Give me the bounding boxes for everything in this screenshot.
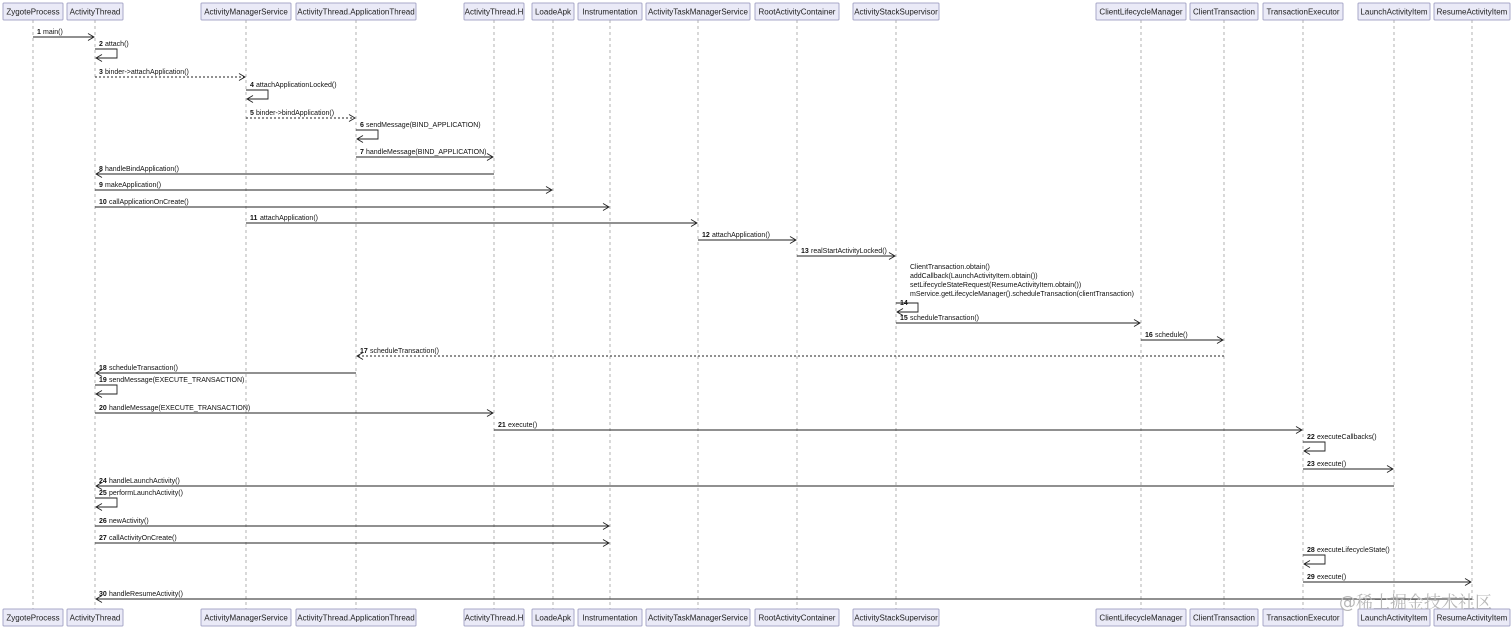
message-number: 16: [1145, 332, 1153, 339]
participant-box-client-transaction-bottom: [1190, 609, 1258, 626]
message-label: attach(): [105, 41, 129, 48]
message-number: 6: [360, 122, 364, 129]
message-15: [896, 315, 1140, 327]
message-number: 13: [801, 248, 809, 255]
message-number: 25: [99, 490, 107, 497]
message-number: 18: [99, 365, 107, 372]
participant-label: ActivityManagerService: [204, 613, 288, 623]
message-23: [1303, 461, 1393, 473]
message-9: [95, 182, 552, 194]
message-number: 21: [498, 422, 506, 429]
participant-box-transaction-executor-top: [1263, 3, 1343, 20]
message-label: executeLifecycleState(): [1317, 547, 1390, 554]
message-14: [896, 264, 1134, 316]
participant-label: LaunchActivityItem: [1360, 613, 1428, 623]
message-1: [33, 29, 94, 41]
message-5: [246, 110, 355, 122]
message-3: [95, 69, 245, 81]
message-24: [96, 478, 1394, 490]
message-label: handleBindApplication(): [105, 166, 179, 173]
message-label: mService.getLifecycleManager().scheduleTransaction(clientTransaction): [910, 291, 1134, 298]
message-11: [246, 215, 697, 227]
participant-box-activity-manager-service-top: [201, 3, 291, 20]
message-label: schedule(): [1155, 332, 1188, 339]
participant-label: ActivityThread.H: [464, 7, 524, 17]
message-label: ClientTransaction.obtain(): [910, 264, 990, 271]
message-label: binder->attachApplication(): [105, 69, 189, 76]
message-number: 12: [702, 232, 710, 239]
message-label: realStartActivityLocked(): [811, 248, 887, 255]
participant-label: ResumeActivityItem: [1436, 613, 1508, 623]
message-17: [357, 348, 1224, 360]
participant-box-loade-apk-bottom: [532, 609, 574, 626]
message-18: [96, 365, 356, 377]
participant-label: ZygoteProcess: [6, 613, 60, 623]
participant-box-activity-manager-service-bottom: [201, 609, 291, 626]
message-label: main(): [43, 29, 63, 36]
message-label: scheduleTransaction(): [370, 348, 439, 355]
message-21: [494, 422, 1302, 434]
message-13: [797, 248, 895, 260]
message-label: attachApplicationLocked(): [256, 82, 337, 89]
message-label: handleMessage(BIND_APPLICATION): [366, 149, 487, 156]
participant-box-root-activity-container-bottom: [755, 609, 839, 626]
message-27: [95, 535, 609, 547]
participant-box-zygote-process-top: [3, 3, 63, 20]
participant-label: Instrumentation: [582, 613, 638, 623]
participant-label: Instrumentation: [582, 7, 638, 17]
participant-label: ActivityThread.ApplicationThread: [297, 7, 415, 17]
participant-box-launch-activity-item-top: [1358, 3, 1430, 20]
participant-label: ActivityManagerService: [204, 7, 288, 17]
message-20: [95, 405, 493, 417]
message-number: 19: [99, 377, 107, 384]
message-label: handleLaunchActivity(): [109, 478, 180, 485]
message-label: callApplicationOnCreate(): [109, 199, 189, 206]
message-label: scheduleTransaction(): [109, 365, 178, 372]
message-number: 9: [99, 182, 103, 189]
message-22: [1303, 434, 1377, 455]
participant-label: ActivityThread.H: [464, 613, 524, 623]
message-label: attachApplication(): [712, 232, 770, 239]
participant-label: ClientTransaction: [1193, 7, 1255, 17]
message-number: 26: [99, 518, 107, 525]
participant-box-activity-thread-application-thread-bottom: [296, 609, 416, 626]
message-label: execute(): [508, 422, 538, 429]
participant-label: TransactionExecutor: [1266, 613, 1340, 623]
message-number: 28: [1307, 547, 1315, 554]
participant-label: ClientLifecycleManager: [1099, 7, 1183, 17]
message-7: [356, 149, 493, 161]
message-label: makeApplication(): [105, 182, 162, 189]
message-number: 4: [250, 82, 254, 89]
message-2: [95, 41, 129, 62]
participant-box-activity-task-manager-service-bottom: [646, 609, 750, 626]
participant-label: ActivityThread.ApplicationThread: [297, 613, 415, 623]
message-label: sendMessage(BIND_APPLICATION): [366, 122, 481, 129]
message-29: [1303, 574, 1471, 586]
message-label: handleResumeActivity(): [109, 591, 183, 598]
message-number: 1: [37, 29, 41, 36]
participant-box-resume-activity-item-top: [1434, 3, 1510, 20]
participant-label: LaunchActivityItem: [1360, 7, 1428, 17]
message-number: 23: [1307, 461, 1315, 468]
watermark-text: @稀土掘金技术社区: [1339, 593, 1492, 613]
message-28: [1303, 547, 1390, 568]
message-label: performLaunchActivity(): [109, 490, 183, 497]
message-number: 24: [99, 478, 107, 485]
participant-box-instrumentation-top: [578, 3, 642, 20]
participant-box-root-activity-container-top: [755, 3, 839, 20]
participant-label: ActivityTaskManagerService: [647, 7, 749, 17]
message-number: 2: [99, 41, 103, 48]
participant-box-transaction-executor-bottom: [1263, 609, 1343, 626]
message-label: handleMessage(EXECUTE_TRANSACTION): [109, 405, 251, 412]
participant-label: ActivityThread: [69, 613, 121, 623]
message-label: binder->bindApplication(): [256, 110, 335, 117]
message-label: scheduleTransaction(): [910, 315, 979, 322]
participant-box-client-transaction-top: [1190, 3, 1258, 20]
message-number: 10: [99, 199, 107, 206]
message-label: execute(): [1317, 461, 1347, 468]
participant-label: ActivityStackSupervisor: [854, 613, 938, 623]
message-16: [1141, 332, 1223, 344]
message-number: 14: [900, 300, 908, 307]
message-25: [95, 490, 183, 511]
participant-box-activity-thread-h-bottom: [464, 609, 524, 626]
participant-label: LoadeApk: [534, 613, 572, 623]
message-number: 7: [360, 149, 364, 156]
participant-label: RootActivityContainer: [758, 7, 836, 17]
message-label: attachApplication(): [260, 215, 318, 222]
participant-box-activity-task-manager-service-top: [646, 3, 750, 20]
message-number: 22: [1307, 434, 1315, 441]
message-12: [698, 232, 796, 244]
participant-box-loade-apk-top: [532, 3, 574, 20]
participant-label: ResumeActivityItem: [1436, 7, 1508, 17]
participant-box-activity-thread-top: [67, 3, 123, 20]
message-label: addCallback(LaunchActivityItem.obtain()): [910, 273, 1038, 280]
participant-label: LoadeApk: [534, 7, 572, 17]
message-label: executeCallbacks(): [1317, 434, 1377, 441]
participant-label: ClientLifecycleManager: [1099, 613, 1183, 623]
participant-box-client-lifecycle-manager-bottom: [1096, 609, 1186, 626]
message-number: 11: [250, 215, 258, 222]
message-label: callActivityOnCreate(): [109, 535, 177, 542]
message-8: [96, 166, 494, 178]
participant-label: ActivityTaskManagerService: [647, 613, 749, 623]
message-number: 27: [99, 535, 107, 542]
message-label: sendMessage(EXECUTE_TRANSACTION): [109, 377, 245, 384]
participant-box-zygote-process-bottom: [3, 609, 63, 626]
message-number: 29: [1307, 574, 1315, 581]
message-number: 20: [99, 405, 107, 412]
message-label: setLifecycleStateRequest(ResumeActivityItem.obtain()): [910, 282, 1082, 289]
message-number: 17: [360, 348, 368, 355]
participant-label: TransactionExecutor: [1266, 7, 1340, 17]
message-number: 3: [99, 69, 103, 76]
message-label: newActivity(): [109, 518, 149, 525]
participant-box-activity-stack-supervisor-top: [853, 3, 939, 20]
message-number: 8: [99, 166, 103, 173]
message-label: execute(): [1317, 574, 1347, 581]
participant-box-instrumentation-bottom: [578, 609, 642, 626]
participant-box-activity-stack-supervisor-bottom: [853, 609, 939, 626]
participant-box-activity-thread-application-thread-top: [296, 3, 416, 20]
participant-box-activity-thread-bottom: [67, 609, 123, 626]
message-4: [246, 82, 337, 103]
participant-label: RootActivityContainer: [758, 613, 836, 623]
participant-label: ZygoteProcess: [6, 7, 60, 17]
message-number: 5: [250, 110, 254, 117]
message-26: [95, 518, 609, 530]
participant-box-client-lifecycle-manager-top: [1096, 3, 1186, 20]
message-30: [96, 591, 1472, 603]
message-number: 30: [99, 591, 107, 598]
participant-label: ClientTransaction: [1193, 613, 1255, 623]
message-19: [95, 377, 244, 398]
participant-label: ActivityThread: [69, 7, 121, 17]
message-6: [356, 122, 481, 143]
message-number: 15: [900, 315, 908, 322]
message-10: [95, 199, 609, 211]
participant-box-activity-thread-h-top: [464, 3, 524, 20]
participant-label: ActivityStackSupervisor: [854, 7, 938, 17]
